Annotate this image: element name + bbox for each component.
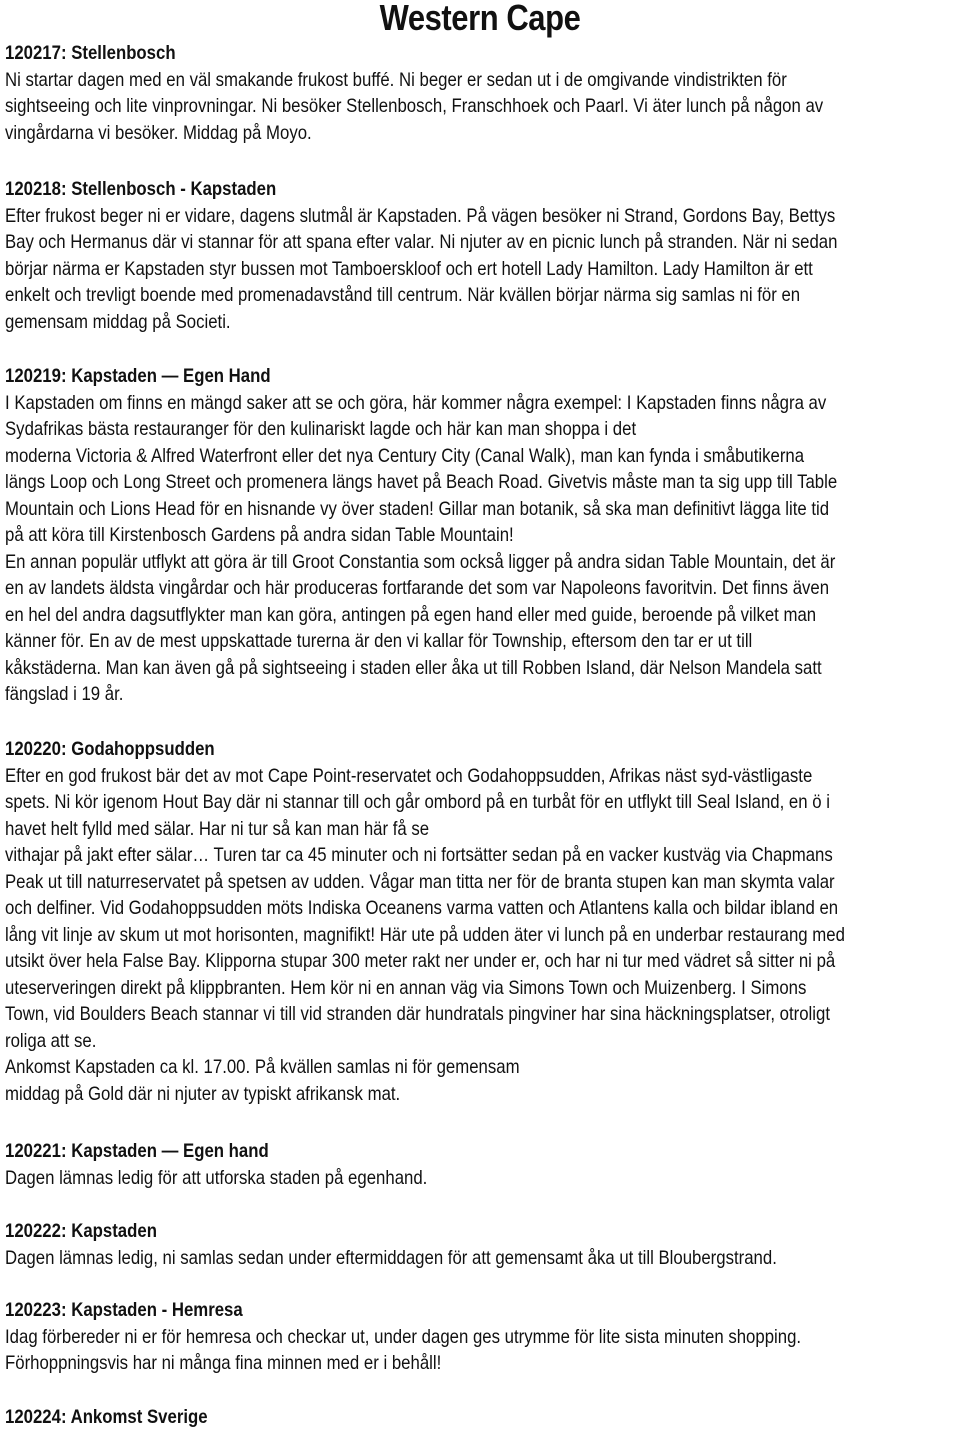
- text-line: en hel del andra dagsutflykter man kan göra, antingen på egen hand eller med guide, beroende på vilket man: [5, 603, 817, 626]
- text-line: Mountain och Lions Head för en hisnande vy över staden! Gillar man botanik, så ska man definitivt lägga lite tid: [5, 497, 830, 520]
- text-line: moderna Victoria & Alfred Waterfront eller det nya Century City (Canal Walk), man kan fynda i småbutikerna: [5, 444, 805, 467]
- text-line: och delfiner. Vid Godahoppsudden möts Indiska Oceanens varma vatten och Atlantens kalla och bildar ibland en: [5, 897, 839, 919]
- day-text: [5, 1165, 947, 1192]
- text-line: enkelt och trevligt boende med promenadavstånd till centrum. När kvällen börjar närma sig samlas ni för en: [5, 284, 801, 306]
- text-line: vingårdarna vi besöker. Middag på Moyo.: [5, 121, 312, 144]
- day-section: [5, 40, 957, 146]
- text-line: En annan populär utflykt att göra är till Groot Constantia som också ligger på andra sidan Table Mountain, det är: [5, 550, 836, 573]
- day-heading: 120222: Kapstaden: [5, 1220, 157, 1242]
- text-line: längs Loop och Long Street och promenera längs havet på Beach Road. Givetvis måste man ta sig upp till Table: [5, 471, 838, 493]
- text-line: middag på Gold där ni njuter av typiskt afrikansk mat.: [5, 1082, 401, 1105]
- text-line: kåkstäderna. Man kan även gå på sightseeing i staden eller åka ut till Robben Island, där Nelson Mandela satt: [5, 656, 822, 679]
- day-section: [5, 736, 957, 1107]
- day-section: [5, 176, 957, 335]
- text-line: uteserveringen direkt på klippbranten. Hem kör ni en annan väg via Simons Town och Muizenberg. I Simons: [5, 976, 807, 999]
- day-section: [5, 1404, 957, 1431]
- text-line: känner för. En av de mest uppskattade turerna är den vi kallar för Township, eftersom den tar er ut till: [5, 630, 753, 652]
- text-line: I Kapstaden om finns en mängd saker att se och göra, här kommer några exempel: I Kapstaden finns några av: [5, 391, 827, 414]
- day-text: [5, 1245, 947, 1272]
- text-line: havet helt fylld med sälar. Har ni tur så kan man här få se: [5, 817, 430, 840]
- text-line: Efter en god frukost bär det av mot Cape Point-reservatet och Godahoppsudden, Afrikas näst syd-västligaste: [5, 764, 813, 787]
- text-line: Bay och Hermanus där vi stannar för att spana efter valar. Ni njuter av en picnic lunch på stranden. När ni sedan: [5, 231, 838, 253]
- day-text: [5, 390, 947, 708]
- day-heading: 120217: Stellenbosch: [5, 42, 176, 64]
- text-line: Idag förbereder ni er för hemresa och checkar ut, under dagen ges utrymme för lite sista minuten shopping.: [5, 1325, 802, 1348]
- text-line: Ni startar dagen med en väl smakande frukost buffé. Ni beger er sedan ut i de omgivande vindistrikten för: [5, 68, 787, 91]
- text-line: börjar närma er Kapstaden styr bussen mot Tamboerskloof och ert hotell Lady Hamilton. Lady Hamilton är ett: [5, 257, 813, 280]
- day-text: [5, 203, 947, 336]
- day-text: [5, 1324, 947, 1377]
- text-line: utsikt över hela False Bay. Klipporna stupar 300 meter rakt ner under er, och har ni tur med vädret så sitter ni på: [5, 950, 836, 972]
- day-section: [5, 1218, 957, 1271]
- day-heading: 120224: Ankomst Sverige: [5, 1406, 208, 1428]
- day-section: [5, 1297, 957, 1377]
- text-line: på att köra till Kirstenbosch Gardens på andra sidan Table Mountain!: [5, 524, 514, 546]
- day-section: [5, 363, 957, 708]
- text-line: vithajar på jakt efter sälar… Turen tar ca 45 minuter och ni fortsätter sedan på en vacker kustväg via Chapmans: [5, 844, 833, 866]
- text-line: gemensam middag på Societi.: [5, 310, 231, 333]
- day-heading: 120218: Stellenbosch - Kapstaden: [5, 178, 277, 200]
- text-line: Town, vid Boulders Beach stannar vi till vid stranden där hundratals pingviner har sina häckningsplatser, otroligt: [5, 1003, 830, 1025]
- day-heading: 120221: Kapstaden — Egen hand: [5, 1140, 269, 1162]
- page-title: Western Cape: [379, 0, 581, 38]
- text-line: Sydafrikas bästa restauranger för den kulinariskt lagde och här kan man shoppa i det: [5, 418, 637, 440]
- day-heading: 120223: Kapstaden - Hemresa: [5, 1299, 243, 1321]
- text-line: spets. Ni kör igenom Hout Bay där ni stannar till och går ombord på en turbåt för en utflykt till Seal Island, en ö i: [5, 791, 830, 813]
- text-line: Peak ut till naturreservatet på spetsen av udden. Vågar man titta ner för de branta stupen kan man skymta valar: [5, 870, 835, 893]
- text-line: lång vit linje av skum ut mot horisonten, magnifikt! Här ute på udden äter vi lunch på en underbar restaurang med: [5, 923, 845, 946]
- day-section: [5, 1138, 957, 1191]
- text-line: Förhoppningsvis har ni många fina minnen med er i behåll!: [5, 1352, 442, 1374]
- text-line: Dagen lämnas ledig för att utforska staden på egenhand.: [5, 1166, 428, 1189]
- day-heading: 120220: Godahoppsudden: [5, 738, 215, 760]
- text-line: sightseeing och lite vinprovningar. Ni besöker Stellenbosch, Franschhoek och Paarl. Vi äter lunch på någon av: [5, 95, 824, 117]
- text-line: Dagen lämnas ledig, ni samlas sedan under eftermiddagen för att gemensamt åka ut till Bloubergstrand.: [5, 1246, 777, 1269]
- text-line: en av landets äldsta vingårdar och här produceras fortfarande det som var Napoleons favoritvin. Det finns även: [5, 577, 830, 599]
- day-heading: 120219: Kapstaden — Egen Hand: [5, 365, 271, 387]
- day-text: [5, 763, 947, 1108]
- text-line: fängslad i 19 år.: [5, 683, 124, 705]
- text-line: Efter frukost beger ni er vidare, dagens slutmål är Kapstaden. På vägen besöker ni Strand, Gordons Bay, Bettys: [5, 204, 836, 227]
- day-text: [5, 67, 947, 147]
- text-line: Ankomst Kapstaden ca kl. 17.00. På kvällen samlas ni för gemensam: [5, 1056, 520, 1078]
- text-line: roliga att se.: [5, 1029, 97, 1052]
